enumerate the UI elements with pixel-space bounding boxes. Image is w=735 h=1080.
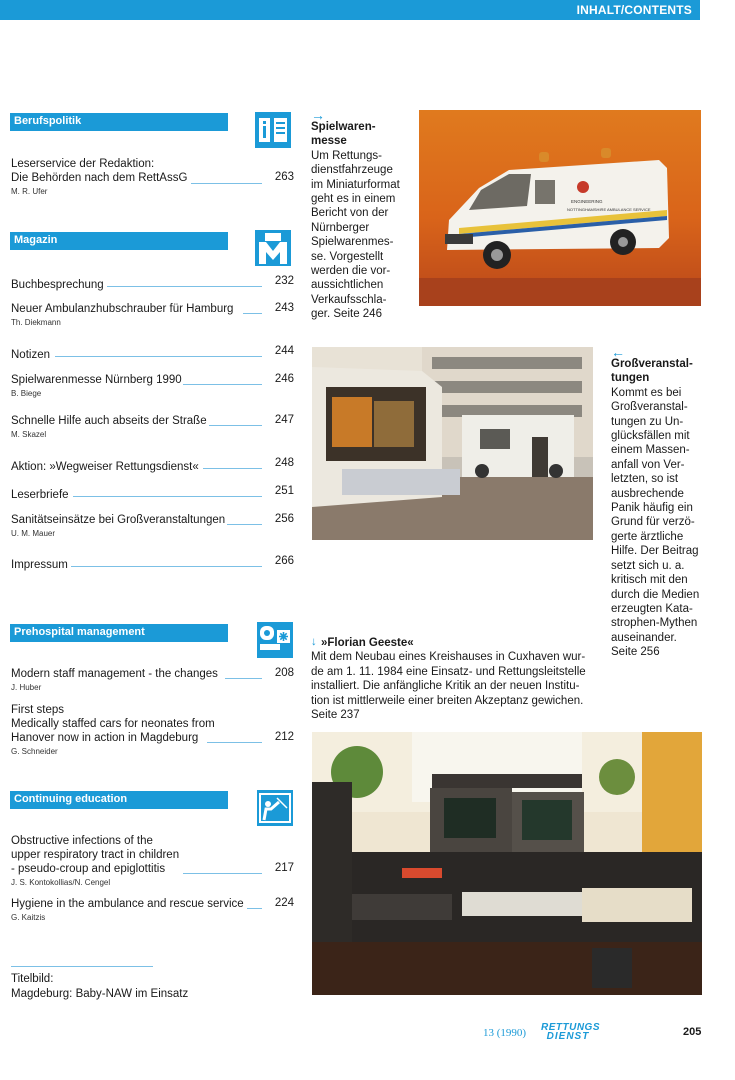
caption-body [611,386,703,660]
caption-line: strophen-Mythen [611,617,698,630]
caption-body [311,149,411,322]
caption-line: Kommt es bei [611,386,682,399]
toc-entry-author: J. Huber [11,683,42,692]
toc-entry-page: 263 [274,171,294,183]
lecture-icon [257,790,293,826]
caption-line: de am 1. 11. 1984 eine Einsatz- und Rettungsleitstelle [311,665,586,678]
caption-body [311,650,606,722]
leader-line [73,496,262,497]
caption-heading: »Florian Geeste« [321,637,414,649]
leader-line [209,425,262,426]
toc-entry-title: Notizen [11,349,50,361]
caption-line: letzten, so ist [611,473,679,486]
section-bar-magazin [10,232,228,250]
caption-line: Panik häufig ein [611,502,693,515]
toc-entry-title: Sanitätseinsätze bei Großveranstaltungen [11,514,226,526]
toc-entry-author: M. Skazel [11,430,47,439]
toc-entry-buchbesprechung[interactable] [11,275,296,293]
toc-entry-page: 266 [274,555,294,567]
caption-heading-line2: messe [311,135,347,148]
toc-entry-page: 248 [274,457,294,469]
caption-line: Spielwarenmes- [311,236,394,249]
caption-line: Grund für verzö- [611,516,695,529]
toc-entry-title: Buchbesprechung [11,279,104,291]
toc-entry-hygiene[interactable] [11,897,296,922]
caption-line: geht es in einem [311,193,396,206]
caption-line: Mit dem Neubau eines Kreishauses in Cuxhaven wur- [311,651,586,664]
emergency-vehicle-icon [257,622,293,658]
toc-entry-page: 247 [274,414,294,426]
toc-entry-page: 212 [274,731,294,743]
toc-entry-line2: Medically staffed cars for neonates from [11,718,215,730]
toc-entry-line1: Leserservice der Redaktion: [11,158,155,170]
caption-spielwarenmesse [311,107,411,322]
caption-grossveranstaltungen [611,344,703,660]
logo-line1: RETTUNGS [541,1022,600,1033]
toc-entry-author: G. Schneider [11,747,58,756]
toc-entry-title: Impressum [11,559,68,571]
caption-line: tion ist mittlerweile einer breiten Akzeptanz gewichen. [311,694,584,707]
photo-event-site [312,347,593,540]
caption-florian-geeste [311,636,606,722]
toc-entry-line3: - pseudo-croup and epiglottitis [11,863,166,875]
toc-entry-author: B. Biege [11,389,42,398]
caption-line: tungen zu Un- [611,415,684,428]
toc-entry-line1: First steps [11,704,65,716]
toc-entry-behoerden[interactable] [11,157,296,196]
toc-entry-aktion[interactable] [11,457,296,475]
toc-entry-schnelle-hilfe[interactable] [11,414,296,439]
toc-entry-line1: Obstructive infections of the [11,835,153,847]
leader-line [207,742,262,743]
issue-number: 13 (1990) [483,1027,527,1039]
toc-entry-author: M. R. Ufer [11,187,48,196]
van-text-engineering: ENGINEERING [571,199,603,204]
toc-entry-page: 243 [274,302,294,314]
caption-line: im Miniaturformat [311,178,400,191]
leader-line [183,384,262,385]
arrow-down-icon: ↓ [311,636,317,648]
caption-line: anfall von Ver- [611,458,685,471]
caption-line: Großveranstal- [611,401,688,414]
section-title-berufspolitik: Berufspolitik [14,115,82,127]
toc-entry-author: G. Kaitzis [11,913,46,922]
caption-line: kritisch mit den [611,574,688,587]
header-bar [0,0,700,20]
toc-entry-spielwarenmesse[interactable] [11,373,296,398]
toc-entry-page: 244 [274,345,294,357]
caption-line: ger. Seite 246 [311,308,382,321]
toc-entry-author: U. M. Mauer [11,529,56,538]
page-number: 205 [683,1026,702,1038]
cover-text: Magdeburg: Baby-NAW im Einsatz [11,988,189,1000]
leader-line [225,678,262,679]
toc-entry-page: 251 [274,485,294,497]
leader-line [227,524,262,525]
leader-line [247,908,262,909]
caption-line: Um Rettungs- [311,149,382,162]
arrow-right-icon: → [311,107,325,123]
arrow-left-icon: ← [611,344,625,360]
header-label: INHALT/CONTENTS [576,3,692,17]
toc-entry-page: 224 [274,897,294,909]
caption-line: Seite 237 [311,709,360,722]
caption-line: Seite 256 [611,646,660,659]
toc-entry-line2: Die Behörden nach dem RettAssG [11,172,188,184]
caption-heading-line1: Großveranstal- [611,358,693,370]
toc-entry-neonates[interactable] [11,703,296,756]
caption-line: dienstfahrzeuge [311,164,393,177]
section-title-prehospital: Prehospital management [14,626,145,638]
toc-entry-staff-management[interactable] [11,667,296,692]
leader-line [71,566,262,567]
caption-heading-line2: tungen [611,372,650,385]
caption-heading-line1: Spielwaren- [311,121,376,133]
cover-note [11,972,188,1002]
caption-line: glücksfällen mit [611,430,690,443]
toc-entry-author: J. S. Kontokollias/N. Cengel [11,878,111,887]
cover-label: Titelbild: [11,973,54,985]
cover-divider [11,966,153,967]
toc-entry-ambulanzhubschrauber[interactable] [11,302,296,327]
caption-line: Verkaufsschla- [311,293,387,306]
leader-line [243,313,262,314]
toc-entry-page: 256 [274,513,294,525]
caption-line: se. Vorgestellt [311,250,384,263]
toc-entry-notizen[interactable] [11,345,296,363]
toc-entry-page: 232 [274,275,294,287]
caption-line: ausbrechende [611,487,684,500]
toc-entry-line3: Hanover now in action in Magdeburg [11,732,199,744]
toc-entry-impressum[interactable] [11,555,296,573]
toc-entry-title: Spielwarenmesse Nürnberg 1990 [11,374,182,386]
logo-line2: DIENST [546,1031,590,1042]
toc-entry-leserbriefe[interactable] [11,485,296,503]
section-title-magazin: Magazin [14,234,58,246]
toc-entry-title: Aktion: »Wegweiser Rettungsdienst« [11,461,199,473]
section-bar-continuing [10,791,228,809]
toc-entry-title: Leserbriefe [11,489,69,501]
caption-line: erzeugten Kata- [611,602,693,615]
caption-line: Bericht von der [311,207,389,220]
magazine-icon [255,230,291,266]
caption-line: werden die vor- [311,265,391,278]
toc-entry-title: Neuer Ambulanzhubschrauber für Hamburg [11,303,234,315]
toc-entry-title: Schnelle Hilfe auch abseits der Straße [11,415,207,427]
caption-line: Hilfe. Der Beitrag [611,545,699,558]
toc-entry-sanitaetseinsaetze[interactable] [11,513,296,538]
toc-entry-obstructive-infections[interactable] [11,834,296,887]
caption-line: durch die Medien [611,588,700,601]
leader-line [191,183,262,184]
toc-entry-title: Modern staff management - the changes [11,668,218,680]
section-bar-prehospital [10,624,228,642]
toc-entry-page: 217 [274,862,294,874]
toc-entry-page: 208 [274,667,294,679]
caption-line: Nürnberger [311,221,370,234]
info-icon [255,112,291,148]
leader-line [183,873,262,874]
photo-toy-ambulance [419,110,701,306]
leader-line [203,468,262,469]
caption-line: aussichtlichen [311,279,384,292]
caption-line: gerte ärztliche [611,530,684,543]
section-title-continuing: Continuing education [14,793,128,805]
caption-line: einem Massen- [611,444,690,457]
leader-line [107,286,262,287]
caption-line: installiert. Die anfängliche Kritik an der neuen Institu- [311,680,580,693]
toc-entry-line2: upper respiratory tract in children [11,849,180,861]
section-bar-berufspolitik [10,113,228,131]
photo-control-room [312,732,702,995]
caption-line: setzt sich u. a. [611,559,685,572]
toc-entry-title: Hygiene in the ambulance and rescue service [11,898,244,910]
van-text-service: NOTTINGHAMSHIRE AMBULANCE SERVICE [567,207,651,212]
rettungsdienst-logo [541,1022,600,1042]
caption-line: auseinander. [611,631,677,644]
toc-entry-page: 246 [274,373,294,385]
leader-line [55,356,262,357]
toc-entry-author: Th. Diekmann [11,318,61,327]
